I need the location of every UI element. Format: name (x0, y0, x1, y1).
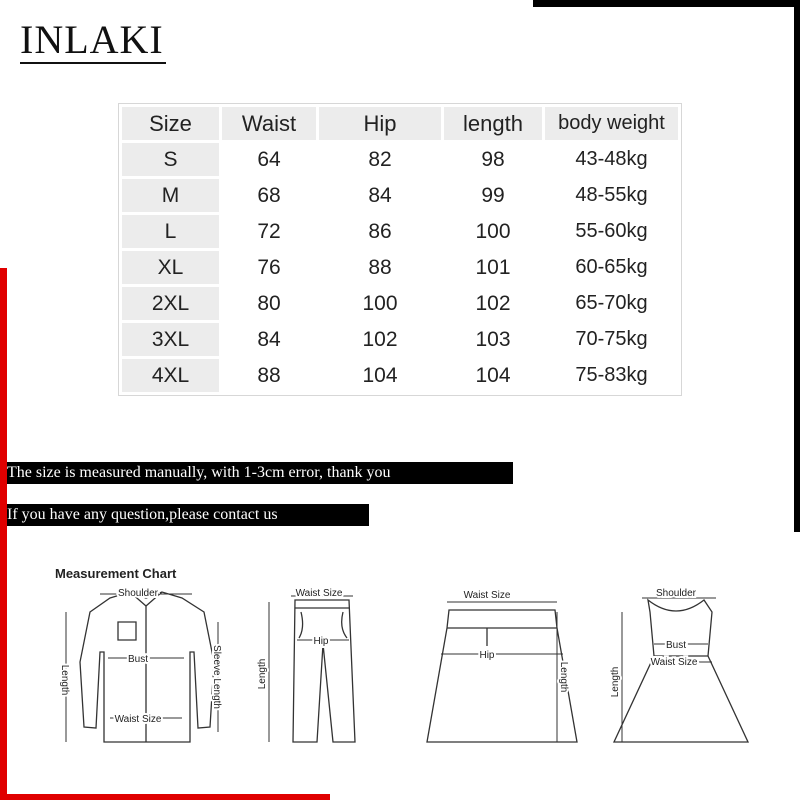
hip-cell: 100 (319, 287, 441, 320)
table-row (122, 215, 678, 248)
table-row (122, 251, 678, 284)
shirt-waist-size-label: Waist Size (114, 714, 162, 725)
length-cell: 98 (444, 143, 542, 176)
body-weight-cell: 55-60kg (545, 215, 678, 248)
size-cell: 2XL (122, 287, 219, 320)
pants-icon (255, 582, 375, 752)
length-cell: 101 (444, 251, 542, 284)
hip-cell: 104 (319, 359, 441, 392)
waist-cell: 64 (222, 143, 316, 176)
header-size: Size (122, 107, 219, 140)
size-cell: S (122, 143, 219, 176)
size-table (118, 103, 682, 396)
length-cell: 100 (444, 215, 542, 248)
body-weight-cell: 60-65kg (545, 251, 678, 284)
dress-icon (608, 582, 758, 752)
body-weight-cell: 70-75kg (545, 323, 678, 356)
size-cell: 3XL (122, 323, 219, 356)
waist-cell: 88 (222, 359, 316, 392)
table-row (122, 359, 678, 392)
shirt-bust-label: Bust (127, 654, 149, 665)
waist-cell: 76 (222, 251, 316, 284)
brand-underline (20, 62, 166, 64)
waist-cell: 84 (222, 323, 316, 356)
skirt-hip-label: Hip (479, 650, 495, 661)
frame-right-border (794, 0, 800, 532)
body-weight-cell: 75-83kg (545, 359, 678, 392)
skirt-waist-size-label: Waist Size (463, 590, 511, 601)
frame-left-red-border (0, 268, 7, 800)
body-weight-cell: 43-48kg (545, 143, 678, 176)
frame-top-border (533, 0, 800, 7)
waist-cell: 72 (222, 215, 316, 248)
frame-bottom-red-border (0, 794, 330, 800)
waist-cell: 80 (222, 287, 316, 320)
measurement-chart-title: Measurement Chart (55, 566, 177, 581)
hip-cell: 88 (319, 251, 441, 284)
table-row (122, 143, 678, 176)
size-cell: M (122, 179, 219, 212)
skirt-length-label: Length (558, 661, 569, 693)
skirt-icon (425, 582, 585, 752)
table-header-row (122, 107, 678, 140)
size-cell: 4XL (122, 359, 219, 392)
hip-cell: 86 (319, 215, 441, 248)
shirt-sleeve-length-label: Sleeve Length (211, 645, 222, 709)
header-waist: Waist (222, 107, 316, 140)
dress-waist-size-label: Waist Size (650, 657, 698, 668)
shirt-length-label: Length (59, 664, 70, 696)
header-length: length (444, 107, 542, 140)
hip-cell: 82 (319, 143, 441, 176)
length-cell: 103 (444, 323, 542, 356)
length-cell: 104 (444, 359, 542, 392)
dress-shoulder-label: Shoulder (655, 588, 697, 599)
shirt-shoulder-label: Shoulder (117, 588, 159, 599)
table-row (122, 179, 678, 212)
size-cell: XL (122, 251, 219, 284)
measurement-error-notice: The size is measured manually, with 1-3cm error, thank you (7, 462, 513, 484)
header-body-weight: body weight (545, 107, 678, 140)
length-cell: 102 (444, 287, 542, 320)
table-row (122, 323, 678, 356)
length-cell: 99 (444, 179, 542, 212)
hip-cell: 102 (319, 323, 441, 356)
header-hip: Hip (319, 107, 441, 140)
body-weight-cell: 65-70kg (545, 287, 678, 320)
pants-length-label: Length (257, 658, 268, 690)
waist-cell: 68 (222, 179, 316, 212)
pants-waist-size-label: Waist Size (295, 588, 343, 599)
contact-notice: If you have any question,please contact us (7, 504, 369, 526)
brand-logo: INLAKI (20, 17, 164, 62)
table-row (122, 287, 678, 320)
hip-cell: 84 (319, 179, 441, 212)
dress-bust-label: Bust (665, 640, 687, 651)
shirt-icon (48, 582, 238, 752)
size-cell: L (122, 215, 219, 248)
dress-length-label: Length (610, 666, 621, 698)
pants-hip-label: Hip (313, 636, 329, 647)
body-weight-cell: 48-55kg (545, 179, 678, 212)
